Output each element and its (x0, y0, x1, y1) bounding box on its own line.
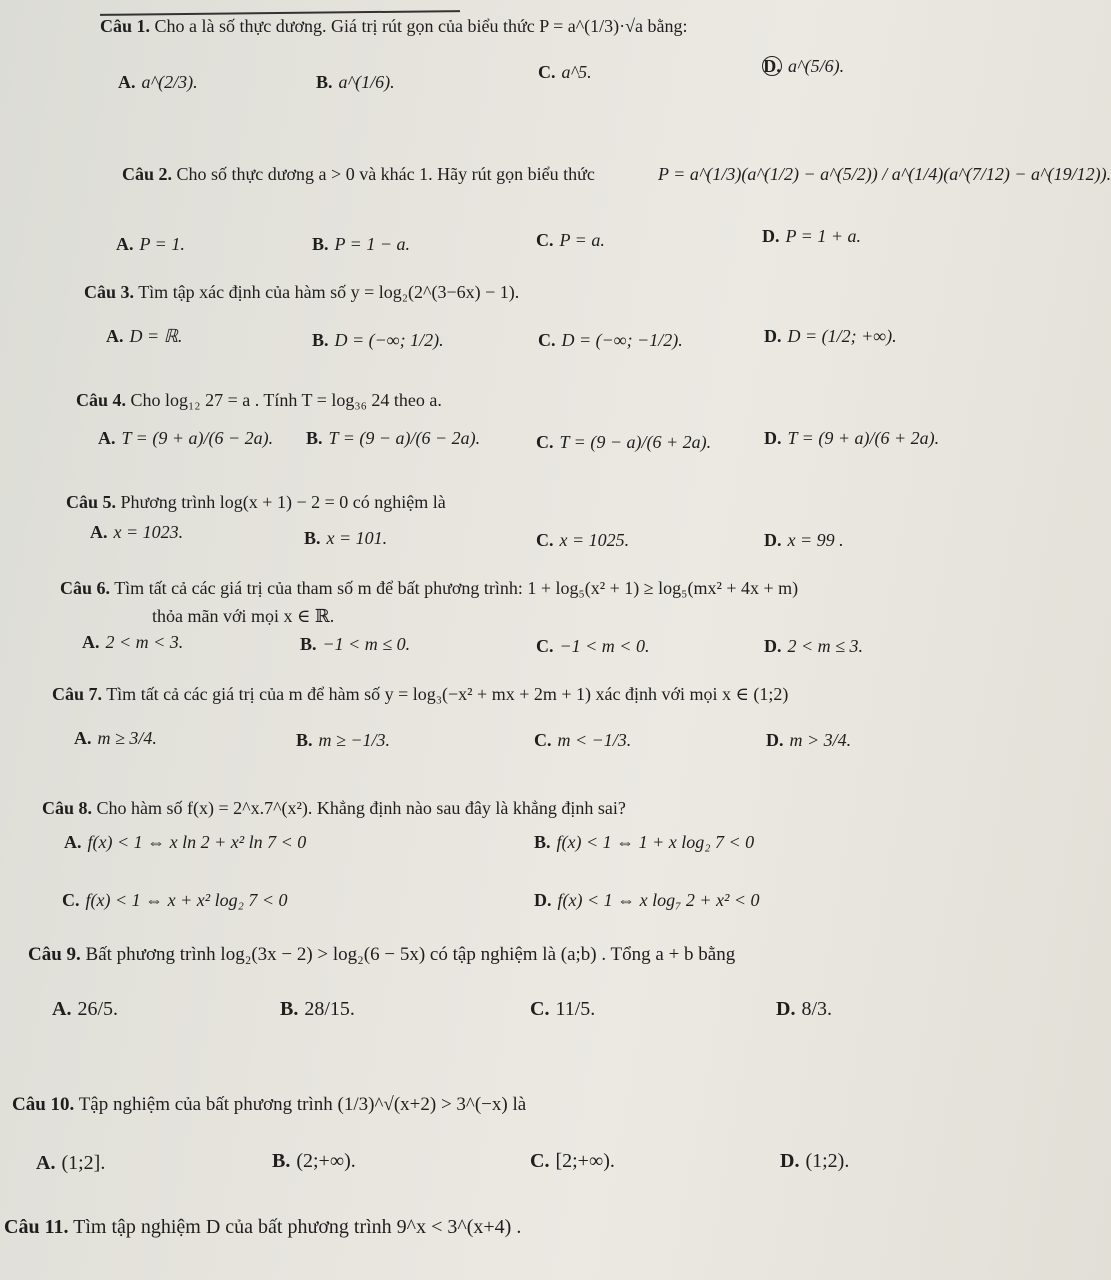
q3-option-a[interactable]: A. D = ℝ. (106, 326, 183, 346)
question-2-formula: P = a^(1/3)(a^(1/2) − a^(5/2)) / a^(1/4)(a^(7/12) − a^(19/12)). (658, 164, 1111, 184)
question-6-text-2: thỏa mãn với mọi x ∈ ℝ. (152, 606, 335, 626)
q3-option-c[interactable]: C. D = (−∞; −1/2). (538, 330, 683, 350)
question-8-label: Câu 8. (42, 798, 93, 818)
q8-option-b[interactable]: B. f(x) < 1 ⇔ 1 + x log₂ 7 < 0 (534, 832, 755, 852)
question-11-text: Tìm tập nghiệm D của bất phương trình 9^x < 3^(x+4) . (68, 1216, 522, 1238)
q7-option-c[interactable]: C. m < −1/3. (534, 730, 632, 750)
q8-option-d[interactable]: D. f(x) < 1 ⇔ x log₇ 2 + x² < 0 (534, 890, 760, 910)
q10-option-b[interactable]: B. (2;+∞). (272, 1150, 356, 1172)
question-5 (66, 492, 446, 513)
q4-option-c[interactable]: C. T = (9 − a)/(6 + 2a). (536, 432, 712, 452)
question-10-label: Câu 10. (12, 1094, 75, 1115)
q2-option-b[interactable]: B. P = 1 − a. (312, 234, 410, 254)
q5-option-d[interactable]: D. x = 99 . (764, 530, 844, 550)
question-9-text: Bất phương trình log₂(3x − 2) > log₂(6 − 5x) có tập nghiệm là (a;b) . Tổng a + b bằng (80, 944, 736, 965)
q10-option-d[interactable]: D. (1;2). (780, 1150, 850, 1172)
q3-option-d[interactable]: D. D = (1/2; +∞). (764, 326, 897, 346)
q8-option-c[interactable]: C. f(x) < 1 ⇔ x + x² log₂ 7 < 0 (62, 890, 288, 910)
q4-option-b[interactable]: B. T = (9 − a)/(6 − 2a). (306, 428, 481, 448)
q1-option-d[interactable]: D. a^(5/6). (763, 56, 845, 76)
q1-option-b[interactable]: B. a^(1/6). (316, 72, 395, 92)
q1-option-c[interactable]: C. a^5. (538, 62, 592, 82)
q6-option-b[interactable]: B. −1 < m ≤ 0. (300, 634, 411, 654)
q6-option-c[interactable]: C. −1 < m < 0. (536, 636, 650, 656)
question-4-label: Câu 4. (76, 390, 127, 410)
q1-option-a[interactable]: A. a^(2/3). (118, 72, 198, 92)
q5-option-b[interactable]: B. x = 101. (304, 528, 388, 548)
q7-option-a[interactable]: A. m ≥ 3/4. (74, 728, 157, 748)
q10-option-a[interactable]: A. (1;2]. (36, 1152, 106, 1174)
question-5-label: Câu 5. (66, 492, 117, 512)
question-2 (122, 164, 595, 185)
question-6 (60, 578, 798, 599)
q9-option-a[interactable]: A. 26/5. (52, 998, 119, 1020)
question-4 (76, 390, 442, 411)
q5-option-a[interactable]: A. x = 1023. (90, 522, 184, 542)
question-7-text: Tìm tất cả các giá trị của m để hàm số y = log₃(−x² + mx + 2m + 1) xác định với mọi x ∈ (1;2) (102, 684, 789, 704)
question-7 (52, 684, 788, 705)
q9-option-d[interactable]: D. 8/3. (776, 998, 833, 1020)
question-9 (28, 944, 735, 966)
question-4-text: Cho log₁₂ 27 = a . Tính T = log₃₆ 24 theo a. (126, 390, 442, 410)
question-3-text: Tìm tập xác định của hàm số y = log₂(2^(3−6x) − 1). (134, 282, 520, 302)
q6-option-d[interactable]: D. 2 < m ≤ 3. (764, 636, 864, 656)
q6-option-a[interactable]: A. 2 < m < 3. (82, 632, 184, 652)
q7-option-d[interactable]: D. m > 3/4. (766, 730, 852, 750)
question-3-label: Câu 3. (84, 282, 135, 302)
question-6-text: Tìm tất cả các giá trị của tham số m để bất phương trình: 1 + log₅(x² + 1) ≥ log₅(mx² + 4x + m) (110, 578, 799, 598)
question-7-label: Câu 7. (52, 684, 103, 704)
question-2-text: Cho số thực dương a > 0 và khác 1. Hãy rút gọn biểu thức (172, 164, 595, 184)
question-5-text: Phương trình log(x + 1) − 2 = 0 có nghiệm là (116, 492, 446, 512)
question-10 (12, 1094, 526, 1116)
selected-answer-mark: D. (763, 56, 781, 76)
q5-option-c[interactable]: C. x = 1025. (536, 530, 630, 550)
question-6-label: Câu 6. (60, 578, 111, 598)
question-1-text: Cho a là số thực dương. Giá trị rút gọn của biểu thức P = a^(1/3)·√a bằng: (150, 16, 688, 36)
q2-option-d[interactable]: D. P = 1 + a. (762, 226, 861, 246)
question-8 (42, 798, 626, 819)
q8-option-a[interactable]: A. f(x) < 1 ⇔ x ln 2 + x² ln 7 < 0 (64, 832, 307, 852)
question-2-label: Câu 2. (122, 164, 173, 184)
question-8-text: Cho hàm số f(x) = 2^x.7^(x²). Khẳng định nào sau đây là khẳng định sai? (92, 798, 626, 818)
q4-option-d[interactable]: D. T = (9 + a)/(6 + 2a). (764, 428, 940, 448)
q7-option-b[interactable]: B. m ≥ −1/3. (296, 730, 391, 750)
q3-option-b[interactable]: B. D = (−∞; 1/2). (312, 330, 444, 350)
q2-option-a[interactable]: A. P = 1. (116, 234, 185, 254)
question-1 (100, 16, 688, 37)
q9-option-b[interactable]: B. 28/15. (280, 998, 355, 1020)
question-1-label: Câu 1. (100, 16, 151, 36)
q9-option-c[interactable]: C. 11/5. (530, 998, 596, 1020)
q2-option-c[interactable]: C. P = a. (536, 230, 605, 250)
question-9-label: Câu 9. (28, 944, 81, 965)
q10-option-c[interactable]: C. [2;+∞). (530, 1150, 615, 1172)
question-11 (4, 1216, 521, 1239)
q4-option-a[interactable]: A. T = (9 + a)/(6 − 2a). (98, 428, 274, 448)
question-10-text: Tập nghiệm của bất phương trình (1/3)^√(x+2) > 3^(−x) là (74, 1094, 527, 1115)
question-3 (84, 282, 519, 303)
question-11-label: Câu 11. (4, 1216, 69, 1238)
